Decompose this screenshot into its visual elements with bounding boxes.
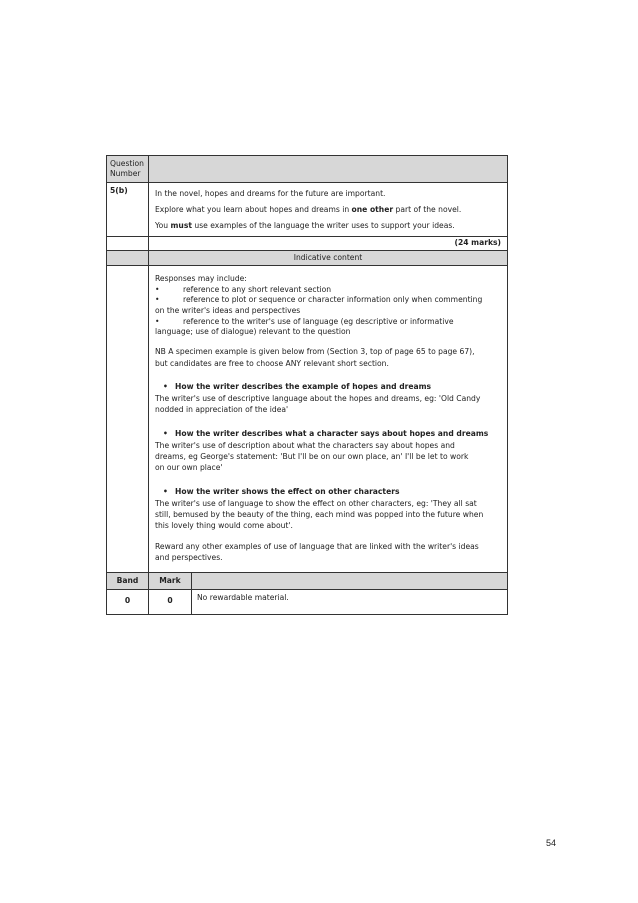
nb-line-2: but candidates are free to choose ANY relevant short section. [155, 358, 389, 368]
question-number: 5(b) [107, 183, 149, 237]
header-row [107, 156, 507, 183]
list-item [155, 285, 501, 295]
prompt-line-3-bold: must [170, 221, 192, 231]
list-item [155, 317, 501, 327]
descriptor-header [192, 573, 507, 589]
prompt-line-3-pre: You [155, 221, 171, 231]
section-line: nodded in appreciation of the idea' [155, 405, 289, 415]
prompt-line-2 [155, 205, 501, 215]
prompt-line-2-post: part of the novel. [393, 204, 462, 214]
section-line: dreams, eg George's statement: 'But I'll be on our own place, an' I'll be let to work [155, 452, 469, 462]
bullet-text: reference to any short relevant section [183, 285, 332, 295]
mark-value: 0 [149, 590, 192, 613]
section-heading [155, 487, 501, 497]
indicative-content-heading: Indicative content [149, 251, 507, 265]
marks-row [107, 237, 507, 250]
bullet-continuation: language; use of dialogue) relevant to the question [155, 327, 351, 337]
section-line: The writer's use of language to show the effect on other characters, eg: 'They all sat [155, 498, 477, 508]
content-left-cell [107, 266, 149, 572]
bullet-icon: • [155, 295, 160, 305]
indicative-content [149, 266, 507, 572]
header-blank-cell [149, 156, 507, 182]
band-value: 0 [107, 590, 149, 613]
content-row [107, 266, 507, 573]
table-row [107, 590, 507, 613]
total-marks: (24 marks) [454, 238, 501, 248]
bullet-continuation: on the writer's ideas and perspectives [155, 305, 301, 315]
question-prompt [149, 183, 507, 237]
mark-scheme-table [106, 155, 508, 615]
band-header-row [107, 573, 507, 590]
bullet-icon: • [155, 285, 160, 295]
indicative-left-cell [107, 251, 149, 265]
bullet-text: reference to the writer's use of language (eg descriptive or informative [183, 316, 454, 326]
section-line: The writer's use of descriptive language about the hopes and dreams, eg: 'Old Candy [155, 394, 481, 404]
section-line: still, bemused by the beauty of the thing, each mind was popped into the future when [155, 510, 484, 520]
indicative-header-row [107, 251, 507, 266]
section-line: this lovely thing would come about'. [155, 521, 293, 531]
bullet-icon: • [163, 428, 168, 438]
prompt-line-3-post: use examples of the language the writer uses to support your ideas. [191, 221, 455, 231]
descriptor-value: No rewardable material. [197, 593, 289, 603]
marks-left-cell [107, 237, 149, 249]
prompt-line-2-pre: Explore what you learn about hopes and dreams in [155, 204, 352, 214]
question-row [107, 183, 507, 238]
section-heading-text: How the writer shows the effect on other characters [175, 486, 400, 496]
section-line: on our own place' [155, 463, 223, 473]
responses-intro: Responses may include: [155, 273, 247, 283]
question-number-header: Question Number [107, 156, 149, 182]
section-heading [155, 429, 501, 439]
section-heading-text: How the writer describes the example of hopes and dreams [175, 381, 432, 391]
nb-line-1: NB A specimen example is given below from (Section 3, top of page 65 to page 67), [155, 347, 475, 357]
page-number: 54 [546, 838, 557, 848]
band-header: Band [107, 573, 149, 589]
prompt-line-3 [155, 221, 501, 231]
bullet-text: reference to plot or sequence or character information only when commenting [183, 295, 483, 305]
reward-line-2: and perspectives. [155, 552, 223, 562]
section-line: The writer's use of description about what the characters say about hopes and [155, 440, 455, 450]
bullet-icon: • [163, 486, 168, 496]
prompt-line-2-bold: one other [351, 204, 394, 214]
prompt-line-1: In the novel, hopes and dreams for the future are important. [155, 188, 386, 198]
reward-line-1: Reward any other examples of use of language that are linked with the writer's ideas [155, 541, 479, 551]
section-heading [155, 382, 501, 392]
list-item [155, 295, 501, 305]
bullet-icon: • [155, 316, 160, 326]
section-heading-text: How the writer describes what a character says about hopes and dreams [175, 428, 489, 438]
mark-header: Mark [149, 573, 192, 589]
bullet-icon: • [163, 381, 168, 391]
